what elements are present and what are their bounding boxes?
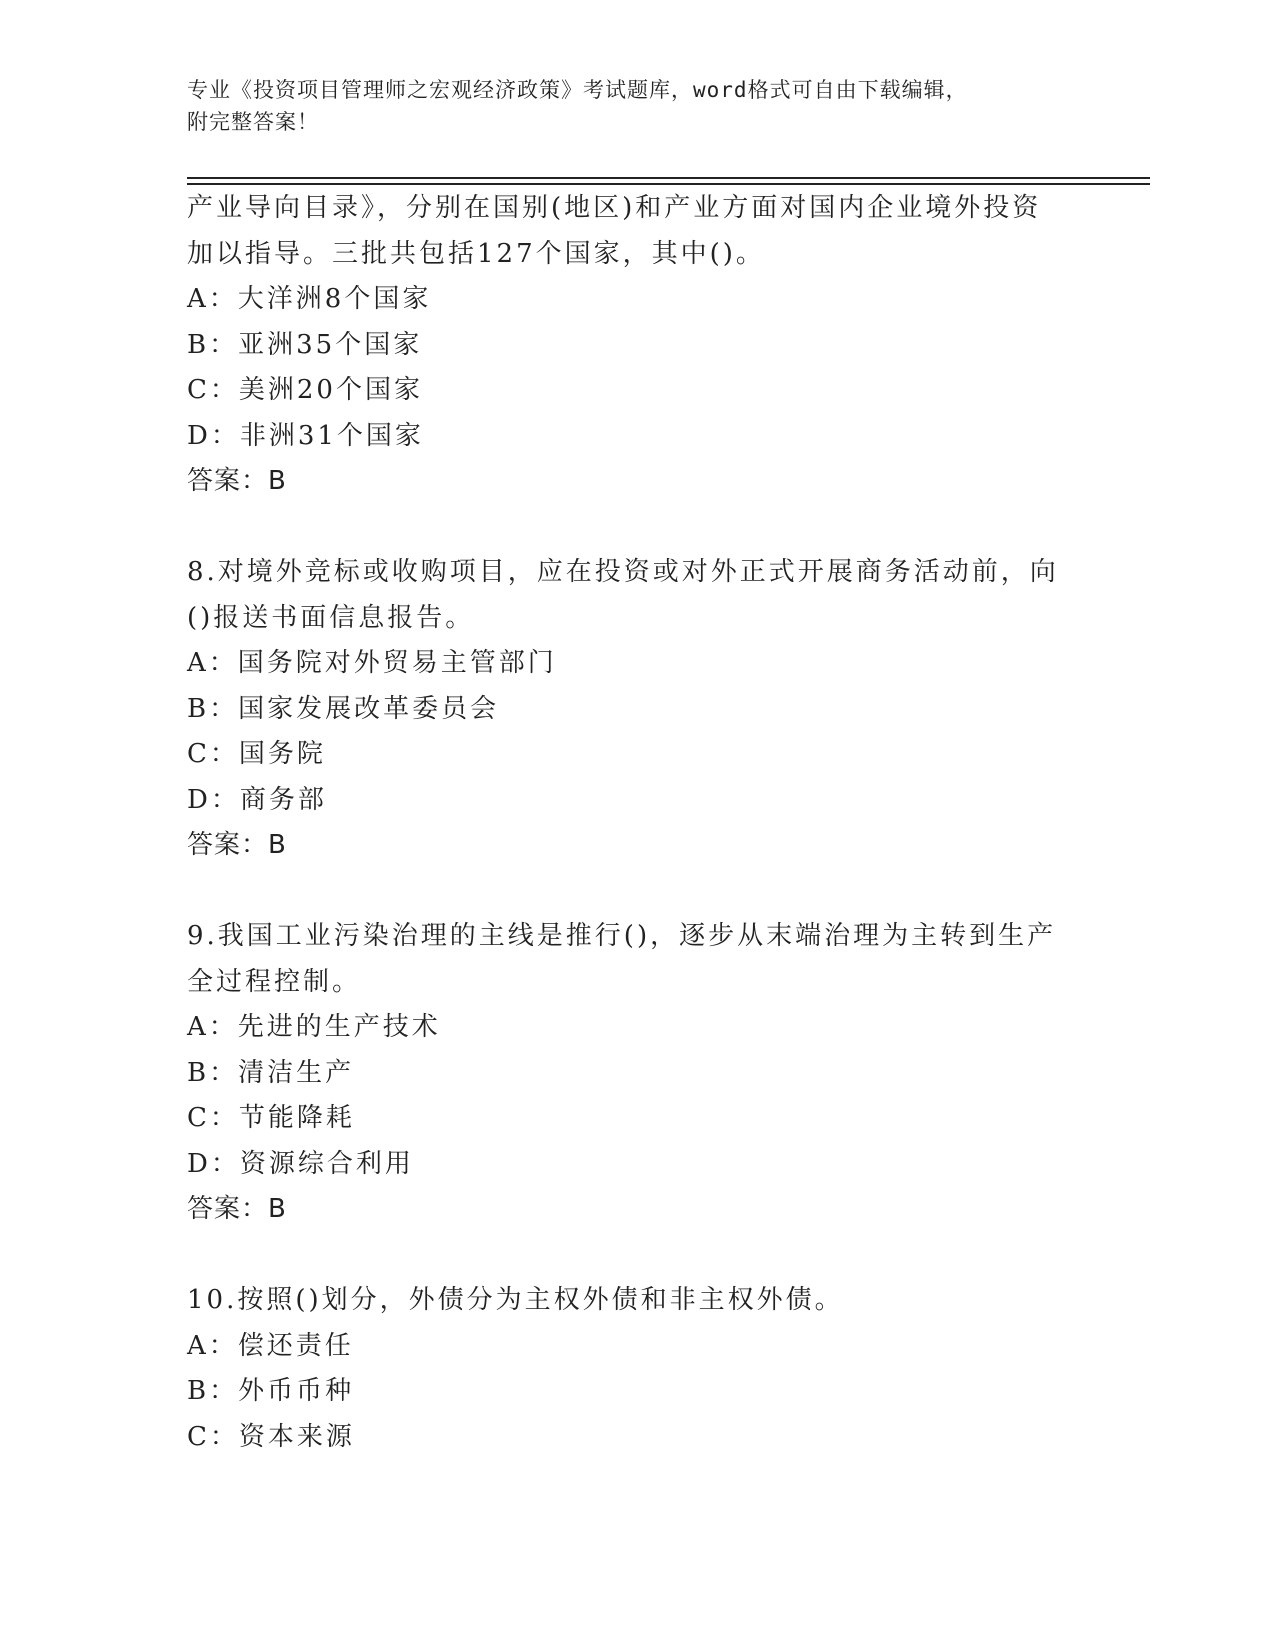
spacer <box>187 869 1087 915</box>
option-c: C：美洲20个国家 <box>187 375 423 405</box>
header-divider-top <box>187 177 1150 179</box>
question-block <box>187 914 1087 1233</box>
option-a: A：国务院对外贸易主管部门 <box>187 648 557 678</box>
answer-line: 答案：B <box>187 1194 287 1224</box>
option-c: C：节能降耗 <box>187 1103 355 1133</box>
option-c: C：国务院 <box>187 739 326 769</box>
option-b: B：外币币种 <box>187 1376 355 1406</box>
question-stem-line: 全过程控制。 <box>187 966 362 997</box>
question-block <box>187 186 1087 505</box>
question-stem-line: 10.按照()划分，外债分为主权外债和非主权外债。 <box>187 1285 844 1315</box>
spacer <box>187 1233 1087 1279</box>
question-stem-line: 9.我国工业污染治理的主线是推行()，逐步从末端治理为主转到生产 <box>187 921 1057 951</box>
option-b: B：国家发展改革委员会 <box>187 693 500 724</box>
header-line-2: 附完整答案！ <box>187 110 319 134</box>
header-line-1: 专业《投资项目管理师之宏观经济政策》考试题库，word格式可自由下载编辑， <box>187 78 968 102</box>
spacer <box>187 505 1087 551</box>
option-a: A：偿还责任 <box>187 1330 354 1361</box>
option-c: C：资本来源 <box>187 1421 355 1452</box>
option-d: D：非洲31个国家 <box>187 420 424 451</box>
document-header <box>187 74 1047 138</box>
header-divider-bottom <box>187 183 1150 185</box>
option-b: B：亚洲35个国家 <box>187 329 423 360</box>
question-list <box>187 186 1087 1460</box>
answer-line: 答案：B <box>187 830 287 860</box>
question-block <box>187 550 1087 869</box>
option-a: A：先进的生产技术 <box>187 1012 441 1042</box>
answer-line: 答案：B <box>187 466 287 496</box>
question-stem-line: 8.对境外竞标或收购项目，应在投资或对外正式开展商务活动前，向 <box>187 557 1059 587</box>
question-stem-line: ()报送书面信息报告。 <box>187 602 475 633</box>
question-stem-line: 加以指导。三批共包括127个国家，其中()。 <box>187 238 765 269</box>
option-d: D：商务部 <box>187 784 327 815</box>
option-b: B：清洁生产 <box>187 1057 355 1088</box>
question-block <box>187 1278 1087 1460</box>
question-stem-line: 产业导向目录》，分别在国别(地区)和产业方面对国内企业境外投资 <box>187 193 1042 223</box>
option-d: D：资源综合利用 <box>187 1148 414 1179</box>
option-a: A：大洋洲8个国家 <box>187 284 432 314</box>
